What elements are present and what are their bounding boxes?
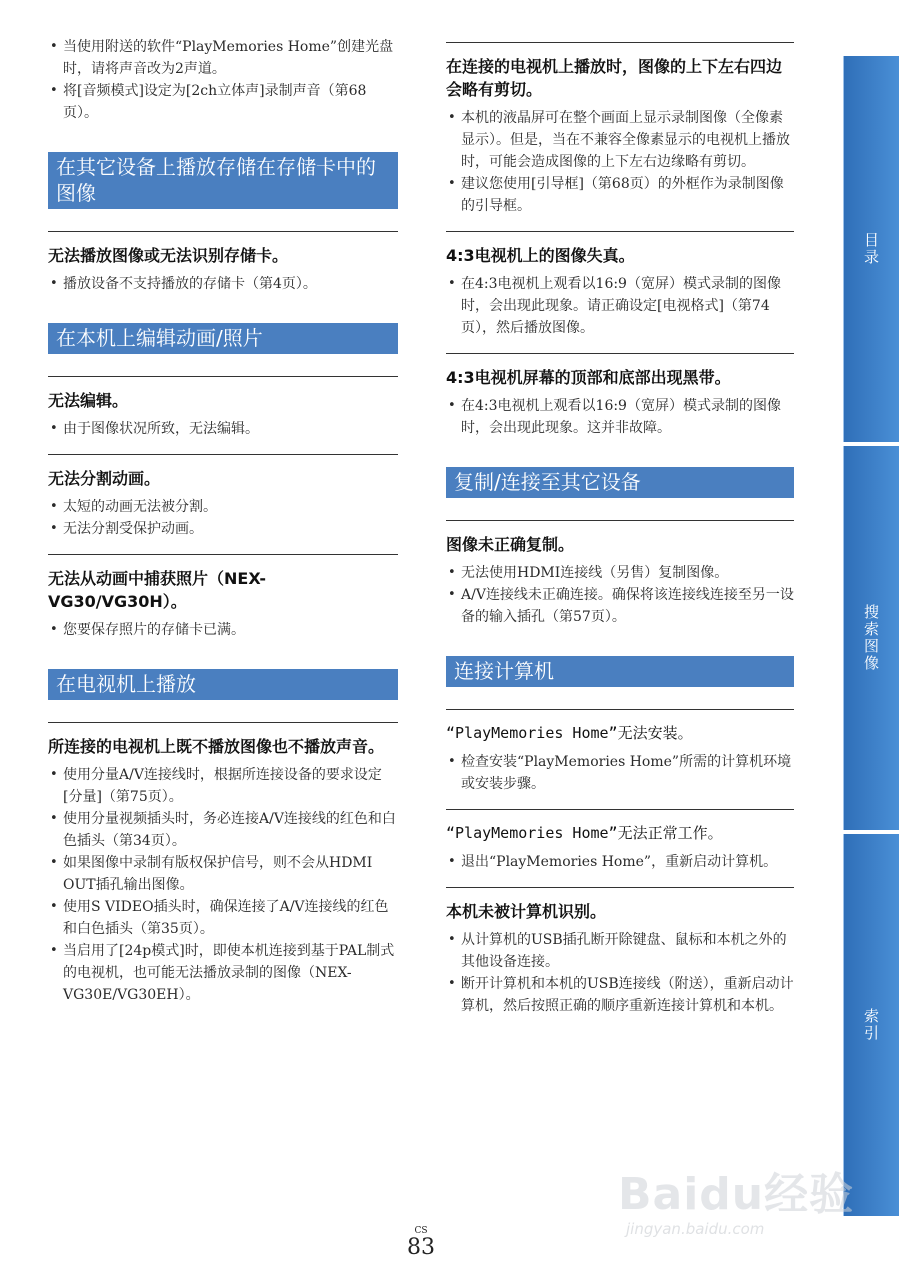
watermark — [618, 1158, 868, 1258]
bullet-item: • 建议您使用[引导框]（第68页）的外框作为录制图像的引导框。 — [446, 173, 794, 217]
tab-toc[interactable] — [843, 56, 899, 442]
answer-list — [446, 851, 794, 873]
question-not-working: “PlayMemories Home”无法正常工作。 — [446, 809, 794, 845]
section-title-computer: 连接计算机 — [446, 656, 794, 687]
bullet-item: • 使用S VIDEO插头时，确保连接了A/V连接线的红色和白色插头（第35页）。 — [48, 896, 398, 940]
answer-list — [446, 751, 794, 795]
bullet-item: • A/V连接线未正确连接。确保将该连接线连接至另一设备的输入插孔（第57页）。 — [446, 584, 794, 628]
bullet-item: • 检查安装“PlayMemories Home”所需的计算机环境或安装步骤。 — [446, 751, 794, 795]
language-code: CS — [414, 1226, 428, 1236]
section-title-edit: 在本机上编辑动画/照片 — [48, 323, 398, 354]
right-column — [446, 36, 794, 1017]
question-black-bands: 4:3电视机屏幕的顶部和底部出现黑带。 — [446, 353, 794, 389]
bullet-item: • 使用分量视频插头时，务必连接A/V连接线的红色和白色插头（第34页）。 — [48, 808, 398, 852]
bullet-item: • 在4:3电视机上观看以16:9（宽屏）模式录制的图像时，会出现此现象。请正确设定[电视格式]（第74页），然后播放图像。 — [446, 273, 794, 339]
bullet-item: • 将[音频模式]设定为[2ch立体声]录制声音（第68页）。 — [48, 80, 398, 124]
bullet-item: • 退出“PlayMemories Home”，重新启动计算机。 — [446, 851, 794, 873]
question-image-cropped: 在连接的电视机上播放时，图像的上下左右四边会略有剪切。 — [446, 42, 794, 101]
answer-list — [48, 418, 398, 440]
answer-list — [48, 273, 398, 295]
bullet-item: • 您要保存照片的存储卡已满。 — [48, 619, 398, 641]
section-title-play-other-device: 在其它设备上播放存储在存储卡中的图像 — [48, 152, 398, 209]
tab-search-images-label: 搜索图像 — [862, 604, 880, 672]
question-copy-failed: 图像未正确复制。 — [446, 520, 794, 556]
answer-list — [446, 929, 794, 1017]
question-image-distorted: 4:3电视机上的图像失真。 — [446, 231, 794, 267]
bullet-item: • 本机的液晶屏可在整个画面上显示录制图像（全像素显示）。但是，当在不兼容全像素显示的电视机上播放时，可能会造成图像的上下左右边缘略有剪切。 — [446, 107, 794, 173]
bullet-item: • 太短的动画无法被分割。 — [48, 496, 398, 518]
page-footer — [404, 1226, 438, 1260]
bullet-item: • 由于图像状况所致，无法编辑。 — [48, 418, 398, 440]
tab-toc-label: 目录 — [862, 232, 880, 266]
section-title-copy-connect: 复制/连接至其它设备 — [446, 467, 794, 498]
section-title-tv-playback: 在电视机上播放 — [48, 669, 398, 700]
tab-index-label: 索引 — [862, 1008, 880, 1042]
question-install-failed: “PlayMemories Home”无法安装。 — [446, 709, 794, 745]
page-number: 83 — [407, 1235, 435, 1260]
watermark-logo: Baidu经验 — [618, 1169, 855, 1220]
question-no-image-no-sound: 所连接的电视机上既不播放图像也不播放声音。 — [48, 722, 398, 758]
answer-list — [446, 395, 794, 439]
question-cannot-play-card: 无法播放图像或无法识别存储卡。 — [48, 231, 398, 267]
answer-list — [48, 496, 398, 540]
intro-list — [48, 36, 398, 124]
bullet-item: • 当启用了[24p模式]时，即使本机连接到基于PAL制式的电视机，也可能无法播放录制的图像（NEX-VG30E/VG30EH）。 — [48, 940, 398, 1006]
tab-search-images[interactable] — [843, 446, 899, 830]
left-column — [48, 36, 398, 1006]
answer-list — [48, 619, 398, 641]
watermark-url: jingyan.baidu.com — [626, 1220, 765, 1238]
answer-list — [446, 107, 794, 217]
bullet-item: • 从计算机的USB插孔断开除键盘、鼠标和本机之外的其他设备连接。 — [446, 929, 794, 973]
bullet-item: • 使用分量A/V连接线时，根据所连接设备的要求设定[分量]（第75页）。 — [48, 764, 398, 808]
question-cannot-edit: 无法编辑。 — [48, 376, 398, 412]
question-cannot-capture: 无法从动画中捕获照片（NEX-VG30/VG30H）。 — [48, 554, 398, 613]
bullet-item: • 如果图像中录制有版权保护信号，则不会从HDMI OUT插孔输出图像。 — [48, 852, 398, 896]
bullet-item: • 播放设备不支持播放的存储卡（第4页）。 — [48, 273, 398, 295]
answer-list — [48, 764, 398, 1006]
bullet-item: • 在4:3电视机上观看以16:9（宽屏）模式录制的图像时，会出现此现象。这并非故障。 — [446, 395, 794, 439]
bullet-item: • 当使用附送的软件“PlayMemories Home”创建光盘时，请将声音改为2声道。 — [48, 36, 398, 80]
answer-list — [446, 562, 794, 628]
bullet-item: • 无法使用HDMI连接线（另售）复制图像。 — [446, 562, 794, 584]
question-cannot-divide: 无法分割动画。 — [48, 454, 398, 490]
bullet-item: • 断开计算机和本机的USB连接线（附送），重新启动计算机，然后按照正确的顺序重新连接计算机和本机。 — [446, 973, 794, 1017]
answer-list — [446, 273, 794, 339]
question-not-recognized: 本机未被计算机识别。 — [446, 887, 794, 923]
bullet-item: • 无法分割受保护动画。 — [48, 518, 398, 540]
